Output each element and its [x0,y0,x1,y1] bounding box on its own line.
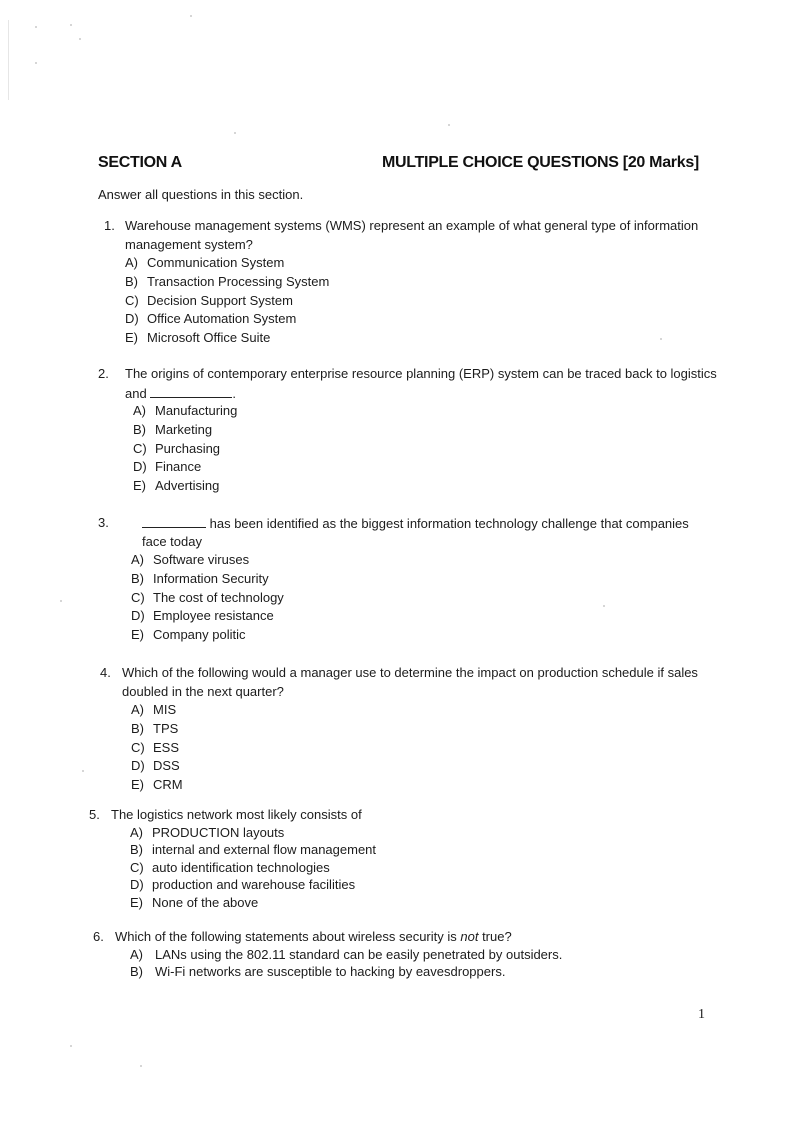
option-text: ESS [153,739,180,755]
option-b[interactable] [133,421,237,440]
option-text: production and warehouse facilities [152,877,356,892]
option-letter: C) [133,440,147,456]
option-text: MIS [153,702,177,718]
option-d[interactable] [125,310,329,329]
option-letter: A) [125,255,138,271]
option-text: Finance [155,459,202,475]
question-number: 6. [93,929,104,944]
option-d[interactable] [131,757,183,776]
option-letter: C) [131,739,145,755]
question-text-line1: has been identified as the biggest information technology challenge that companies [142,514,689,534]
scan-speck [70,24,72,26]
option-letter: D) [125,311,139,327]
question-text-line1: The origins of contemporary enterprise resource planning (ERP) system can be traced back to logistics [125,366,717,381]
scan-edge-shadow [8,20,9,100]
option-a[interactable] [133,402,237,421]
option-b[interactable] [125,273,329,292]
option-text: None of the above [152,894,259,910]
scan-speck [660,338,662,340]
scan-speck [603,605,605,607]
section-title: MULTIPLE CHOICE QUESTIONS [20 Marks] [382,154,699,171]
option-text: Employee resistance [153,608,274,624]
option-a[interactable] [130,824,376,842]
option-a[interactable] [131,551,284,570]
question-text-line1: Which of the following statements about wireless security is not true? [115,929,512,944]
option-text: TPS [153,721,179,737]
option-text: Office Automation System [147,311,297,327]
option-text: Transaction Processing System [147,274,330,290]
option-text: The cost of technology [153,589,284,605]
option-text: Marketing [155,422,213,438]
question-number: 2. [98,366,109,381]
option-b[interactable] [131,720,183,739]
option-b[interactable] [130,841,376,859]
question-text-line1: The logistics network most likely consists of [111,807,362,822]
options-list [133,402,237,495]
scan-speck [190,15,192,17]
option-text: internal and external flow management [152,842,377,857]
question-text-line1: Which of the following would a manager use to determine the impact on production schedule if sales [122,665,698,680]
option-text: Communication System [147,255,285,271]
scan-speck [234,132,236,134]
option-a[interactable] [130,946,562,964]
option-text: Software viruses [153,552,250,568]
option-b[interactable] [131,570,284,589]
scan-speck [35,26,37,28]
option-e[interactable] [131,776,183,795]
option-c[interactable] [131,589,284,608]
option-e[interactable] [125,329,329,348]
option-text: Company politic [153,627,246,643]
scan-speck [79,38,81,40]
question-number: 5. [89,807,100,822]
option-text: Advertising [155,478,220,494]
option-letter: E) [133,478,146,494]
option-letter: A) [130,824,143,840]
option-d[interactable] [133,458,237,477]
option-text: Manufacturing [155,403,238,419]
option-text: PRODUCTION layouts [152,824,285,840]
option-letter: A) [131,702,144,718]
option-letter: D) [131,758,145,774]
option-text: CRM [153,777,183,793]
option-letter: E) [125,330,138,346]
scan-speck [448,124,450,126]
options-list [131,701,183,794]
option-letter: E) [130,894,143,910]
option-text: Wi-Fi networks are susceptible to hacking by eavesdroppers. [155,964,506,979]
options-list [131,551,284,644]
option-letter: B) [131,571,144,587]
option-c[interactable] [131,739,183,758]
question-number: 4. [100,665,111,680]
option-letter: B) [130,842,143,857]
question-text-line2: management system? [125,236,253,252]
option-c[interactable] [133,440,237,459]
option-text: DSS [153,758,180,774]
options-list [130,946,562,981]
option-text: Purchasing [155,440,221,456]
option-c[interactable] [130,859,376,877]
option-letter: E) [131,777,144,793]
scan-speck [82,770,84,772]
option-letter: B) [130,964,143,979]
option-letter: C) [131,589,145,605]
fill-in-blank [142,514,206,528]
option-letter: B) [125,274,138,290]
option-text: LANs using the 802.11 standard can be easily penetrated by outsiders. [155,946,563,962]
option-b[interactable] [130,963,562,981]
option-text: Information Security [153,571,269,587]
option-a[interactable] [125,254,329,273]
option-a[interactable] [131,701,183,720]
question-text-line2: doubled in the next quarter? [122,683,284,699]
option-letter: C) [130,859,144,875]
option-letter: A) [130,946,143,962]
question-text-line1: Warehouse management systems (WMS) represent an example of what general type of information [125,218,699,233]
option-letter: D) [130,877,144,892]
options-list [125,254,329,347]
option-letter: B) [131,721,144,737]
scan-speck [140,1065,142,1067]
option-letter: A) [133,403,146,419]
option-letter: E) [131,627,144,643]
option-c[interactable] [125,292,329,311]
option-e[interactable] [130,894,376,912]
question-text-line2: face today [142,533,202,549]
option-e[interactable] [133,477,237,496]
options-list [130,824,376,912]
scan-speck [70,1045,72,1047]
option-letter: C) [125,292,139,308]
option-e[interactable] [131,626,284,645]
option-d[interactable] [131,607,284,626]
question-text-line2: and . [125,385,236,401]
option-text: Microsoft Office Suite [147,330,271,346]
question-number: 1. [104,218,115,233]
section-label: SECTION A [98,154,182,171]
option-letter: A) [131,552,144,568]
instructions: Answer all questions in this section. [98,187,304,202]
option-text: Decision Support System [147,292,293,308]
option-letter: D) [131,608,145,624]
option-d[interactable] [130,876,376,894]
scan-speck [60,600,62,602]
emphasis-not: not [460,929,479,944]
fill-in-blank [150,384,232,398]
scan-speck [35,62,37,64]
option-letter: D) [133,459,147,475]
page-number: 1 [698,1007,705,1022]
option-text: auto identification technologies [152,859,330,875]
option-letter: B) [133,422,146,438]
question-number: 3. [98,515,109,530]
